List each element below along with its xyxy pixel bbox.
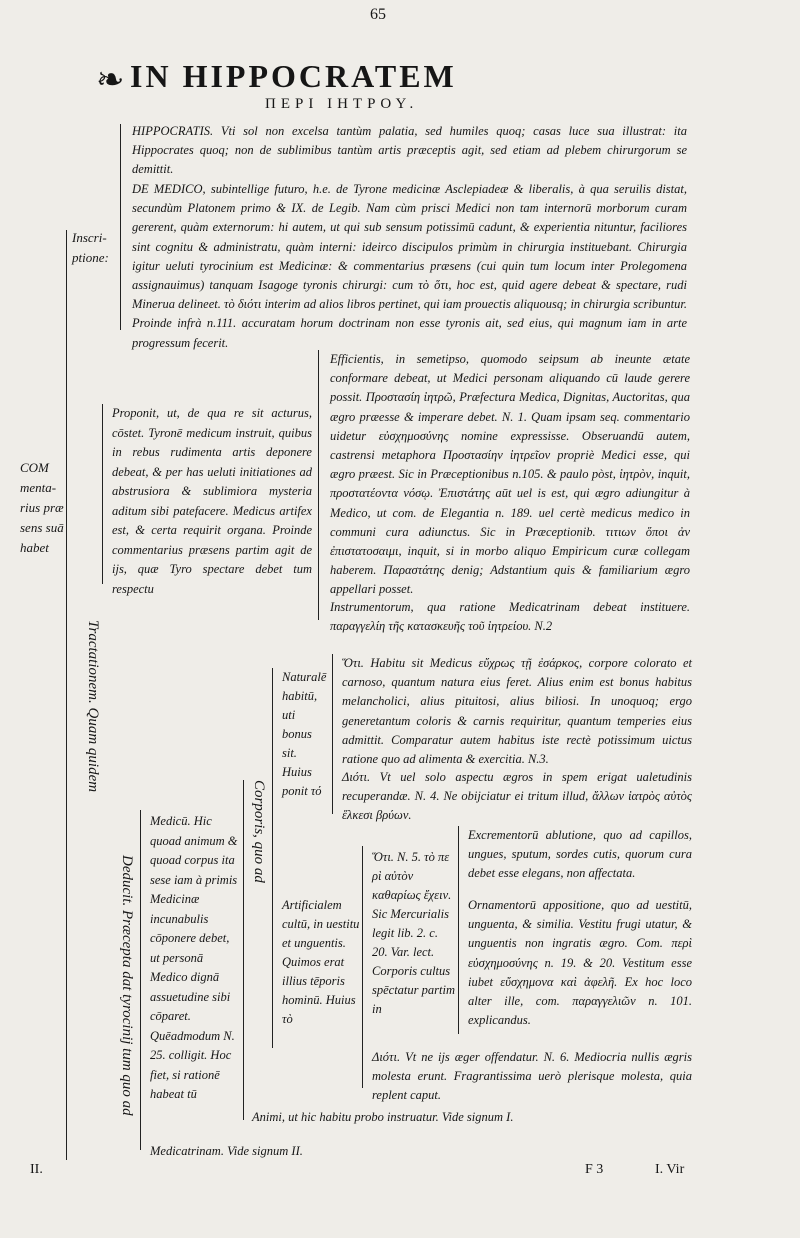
- deducit-bracket: [140, 810, 141, 1150]
- deducit-label: Deducit. Præcepta dat tyrocinij tum quo ad: [119, 855, 135, 1116]
- catchword: I. Vir: [655, 1162, 685, 1177]
- efficientis-text: Efficientis, in semetipso, quomodo seipsum ab ineunte ætate conformare debeat, ut Medici personam aliquando cū laude gerere possit. Προστασίη ἰητρῶ, Præfectura Medica, Dignitas, Auctoritas, qua ægro præesse & imperare debet. N. 1. Quam ipsam seq. commentario uidetur εὐσχημοσύνης nomine expressisse. Obseruandū autem, castrensi metaphora Προστασίην ἰητρεῖον propriè Medici esse, qui ægro præest. Sic in Præceptionibus n.105. & paulo pòst, ἰητρὸν, inquit, προστατέοντα νόσῳ. Ἐπιστάτης aūt uel is est, qui ægro adiungitur à Medico, ut com. de Elegantia n. 189. uel certè medicus medico in communi cura adiunctus. Sic in Præceptionib. τιτιων ὅποι ἀν ἐπιστατοσαιμι, inquit, si in morbo aliquo Empiricum curæ collegam haberem. Παραστάτης denig; Adstantium quis & familiarium ægro appellari posset.: [330, 352, 690, 597]
- page-title: IN HIPPOCRATEM: [130, 58, 457, 94]
- corporis-label: Corporis, quo ad: [251, 780, 267, 883]
- medicu-bracket: [243, 780, 244, 1120]
- page-number: 65: [370, 6, 386, 23]
- medicu-text: Medicū. Hic quoad animum & quoad corpus ita sese iam à primis Medicinæ incunabulis cōponere debet, ut personā Medico dignā assuetudine sibi cōparet. Quēadmodum N. 25. colligit. Hoc fiet, si rationē habeat tū: [150, 814, 238, 1101]
- tractationem-bracket: [102, 404, 103, 584]
- inscriptio-de-medico: DE MEDICO, subintellige futuro, h.e. de Tyrone medicinæ Asclepiadeæ & liberalis, à qua seruilis distat, secundùm Platonem primo & IX. de Legib. Nam cùm prisci Medici non tam internorū morborum curam gererent, quàm externorum: hi autem, ut qui sub sensum potissimū cadunt, & experientia nituntur, faciliores sint cognitu & administratu, quàm interni: ideirco discipulos primùm in chirurgia instituebant. Chirurgia igitur ueluti tyrocinium est Medicinæ: & commentarius præsens (cui quin tum locum inter Prolegomena assignauimus) tanquam Isagoge tyronis chirurgi: cum τὸ ὅτι, hoc est, quid agere debeat & spectare, rudi Minerua delineet. τὸ διότι interim ad alios libros pertinet, qui iam prouectis aliquousq; in chirurgia scribuntur. Proinde infrà n.111. accuratam horum doctrinam non esse tyronis ait, sed eius, qui magnum iam in arte progressum fecerit.: [132, 182, 688, 350]
- proponit-bracket: [318, 350, 319, 620]
- inscriptio-label: Inscri-ptione:: [72, 230, 109, 265]
- naturale-bracket: [332, 654, 333, 814]
- artificia-bracket: [362, 846, 363, 1088]
- greek-subtitle: ΠΕΡΙ ΙΗΤΡΟΥ.: [265, 96, 419, 112]
- artificia-text: Artificialem cultū, in uestitu et unguentis. Quimos erat illius tēporis hominū. Huius τὸ: [282, 898, 360, 1026]
- proponit-text: Proponit, ut, de qua re sit acturus, cōstet. Tyronē medicum instruit, quibus in rebus rudimenta artis deponere debeat, & per has ueluti initiationes ad abstrusiora & sublimiora mysteria aditum sibi patefacere. Medicus artifex est, & certa requirit organa. Proinde commentarius præsens partim agit de ijs, quæ Tyro spectare debet tum respectu: [112, 406, 312, 596]
- tractationem-label: Tractationem. Quam quidem: [85, 620, 101, 793]
- naturale-text: Naturalē habitū, uti bonus sit. Huius ponit τό: [282, 670, 327, 798]
- footer-left: II.: [30, 1162, 43, 1177]
- excrementorum-text: Excrementorū ablutione, quo ad capillos, ungues, sputum, sordes cutis, quorum cura debet esse elegans, non affectata.: [468, 828, 692, 881]
- instrumentorum-text: Instrumentorum, qua ratione Medicatrinam debeat instituere. παραγγελίη τῆς κατασκευῆς τοῦ ἰητρείου. N.2: [330, 600, 690, 634]
- corporis-bracket: [272, 668, 273, 1048]
- inscriptio-bracket: [120, 124, 129, 330]
- inscriptio-hippocratis: HIPPOCRATIS. Vti sol non excelsa tantùm palatia, sed humiles quoq; casas luce sua illustrat: ita Hippocrates quoq; non de sublimibus tantùm artis præceptis agit, sed etiam ad plebem chirurgorum se demittit.: [132, 124, 687, 177]
- dioti2-text: Διότι. Vt ne ijs æger offendatur. N. 6. Mediocria nullis ægris molesta erunt. Fragrantissima uerò plerisque molesta, quia replent caput.: [372, 1050, 692, 1103]
- signature-mark: F 3: [585, 1162, 604, 1177]
- habitus-text: Ὅτι. Habitu sit Medicus εὔχρως τῇ ἐσάρκος, corpore colorato et carnoso, quantum natura eius feret. Alius enim est bonus habitus melancholici, alius pituitosi, alius biliosi. In unoquoq; ergo generetantum coloris & carnis requiritur, quantum temperies eius admittit. Comparatur autem habitus iste rectè potissimum uictus ratione quo ad alimenta & exercitia. N.3.: [342, 656, 692, 767]
- oti-n5-text: Ὅτι. N. 5. τὸ πε ρὶ αὐτὸν καθαρίως ἔχειν. Sic Mercurialis legit lib. 2. c. 20. Var. lect. Corporis cultus spēctatur partim in: [372, 850, 455, 1016]
- fleuron-icon: ❧: [96, 62, 125, 99]
- medicatrinam-text: Medicatrinam. Vide signum II.: [150, 1144, 303, 1158]
- oti-n5-bracket: [458, 826, 459, 1034]
- animi-text: Animi, ut hic habitu probo instruatur. Vide signum I.: [252, 1110, 514, 1124]
- ornamentorum-text: Ornamentorū appositione, quo ad uestitū, unguenta, & similia. Vestitu frugi utatur, & unguentis non ingratis ægro. Com. περὶ εὐσχημοσύνης n. 19. & 20. Vestitum esse iubet εὔσχημονα καὶ ἀφελῆ. Ex hoc loco alter ille, com. παραγγελιῶν n. 101. explicandus.: [468, 898, 692, 1028]
- commentarius-label: COM menta-rius præ sens suā habet: [20, 460, 64, 555]
- dioti1-text: Διότι. Vt uel solo aspectu ægros in spem erigat ualetudinis recuperandæ. N. 4. Ne obijciatur ei tritum illud, ἄλλων ἰατρὸς αὐτὸς ἕλκεσι βρύων.: [342, 770, 692, 823]
- commentarius-bracket: [66, 230, 67, 1160]
